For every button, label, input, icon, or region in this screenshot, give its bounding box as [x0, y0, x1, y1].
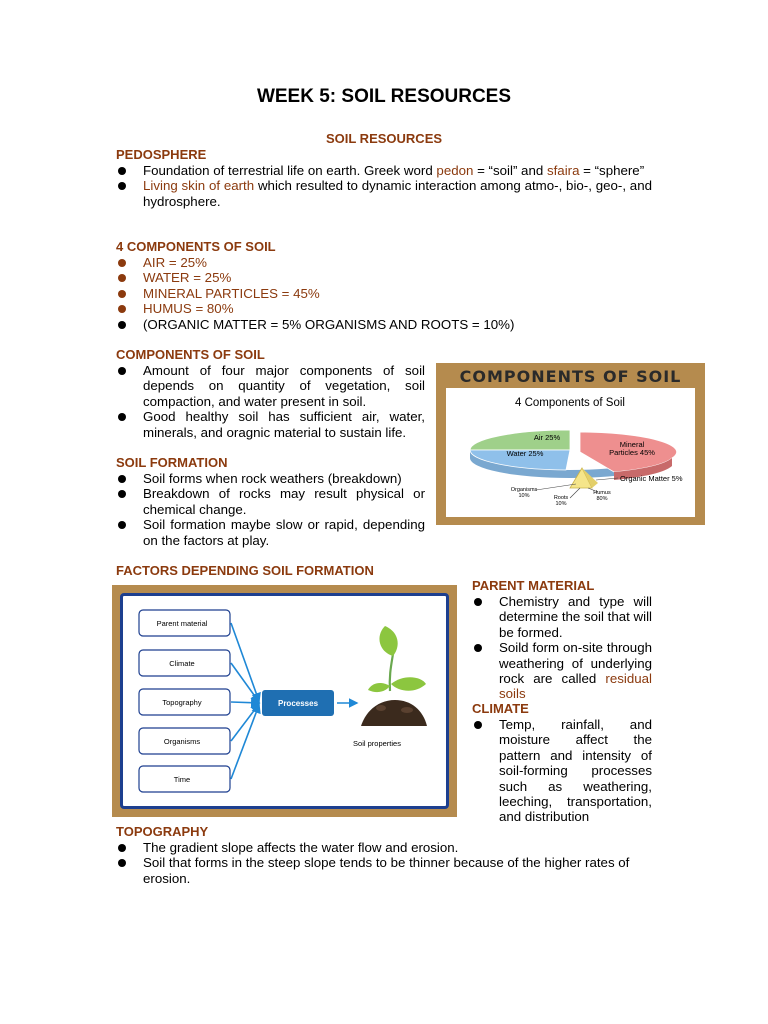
formation-list: [116, 471, 425, 548]
chart-title: 4 Components of Soil: [515, 397, 625, 409]
topography-heading: TOPOGRAPHY: [116, 824, 209, 839]
list-item: Soil forms when rock weathers (breakdown): [116, 471, 425, 486]
leader-organisms: [536, 484, 576, 490]
figure-banner: COMPONENTS OF SOIL: [459, 367, 682, 386]
factors-figure: [112, 585, 457, 817]
formation-heading: SOIL FORMATION: [116, 455, 228, 470]
arrow-topography: [231, 702, 259, 703]
soil-mound: [361, 700, 427, 726]
pedosphere-heading: PEDOSPHERE: [116, 147, 207, 162]
list-item: Chemistry and type will determine the soil that will be formed.: [472, 594, 652, 640]
list-item: Soild form on-site through weathering of underlying rock are called residual soils: [472, 640, 652, 702]
list-item: Living skin of earth which resulted to dynamic interaction among atmo-, bio-, geo-, and hydrosphere.: [116, 178, 652, 209]
factors-heading: FACTORS DEPENDING SOIL FORMATION: [116, 563, 374, 578]
list-item: Soil formation maybe slow or rapid, depending on the factors at play.: [116, 517, 425, 548]
factors-panel: [120, 593, 449, 809]
list-item: (ORGANIC MATTER = 5% ORGANISMS AND ROOTS = 10%): [116, 317, 652, 332]
pedosphere-list: [116, 163, 652, 209]
list-item: Temp, rainfall, and moisture affect the pattern and intensity of soil-forming processes such as weathering, leeching, transportation, and distribution: [472, 717, 652, 825]
list-item: Good healthy soil has sufficient air, water, minerals, and oragnic material to sustain life.: [116, 409, 425, 440]
factor-organisms: Organisms: [163, 737, 201, 746]
factor-time: Time: [173, 775, 191, 784]
process-label: Processes: [277, 699, 319, 708]
plant-leaf-top: [379, 626, 397, 656]
label-water: Water 25%: [506, 449, 544, 458]
list-item: The gradient slope affects the water flow and erosion.: [116, 840, 656, 855]
label-mineral-1: Mineral: [619, 440, 645, 449]
factor-parent: Parent material: [156, 619, 208, 628]
list-item: MINERAL PARTICLES = 45%: [116, 286, 652, 301]
list-item: HUMUS = 80%: [116, 301, 652, 316]
four-components-heading: 4 COMPONENTS OF SOIL: [116, 239, 276, 254]
section-subtitle: SOIL RESOURCES: [325, 131, 443, 146]
result-label: Soil properties: [353, 739, 401, 748]
factor-climate: Climate: [169, 659, 195, 668]
label-humus-2: 80%: [596, 496, 608, 502]
list-item: Soil that forms in the steep slope tends to be thinner because of the higher rates of erosion.: [116, 855, 656, 886]
four-components-list: [116, 255, 652, 332]
soil-clump: [401, 707, 413, 713]
label-organisms-2: 10%: [518, 493, 530, 499]
label-mineral-2: Particles 45%: [609, 448, 655, 457]
parent-heading: PARENT MATERIAL: [472, 578, 595, 593]
list-item: Amount of four major components of soil depends on quantity of vegetation, soil compaction, and water present in soil.: [116, 363, 425, 409]
components-list: [116, 363, 425, 440]
list-item: WATER = 25%: [116, 270, 652, 285]
page-title: WEEK 5: SOIL RESOURCES: [256, 86, 512, 107]
components-figure: [436, 363, 705, 525]
arrow-parent: [231, 623, 259, 701]
climate-list: [472, 717, 652, 825]
climate-heading: CLIMATE: [472, 701, 529, 716]
list-item: Foundation of terrestrial life on earth. Greek word pedon = “soil” and sfaira = “sphere”: [116, 163, 652, 178]
factors-diagram: [123, 596, 446, 806]
chart-panel: [446, 388, 695, 517]
plant-leaf-left: [368, 683, 390, 692]
components-heading: COMPONENTS OF SOIL: [116, 347, 265, 362]
leader-roots: [570, 488, 580, 498]
label-organic: Organic Matter 5%: [620, 474, 683, 483]
plant-stem: [390, 654, 393, 691]
list-item: AIR = 25%: [116, 255, 652, 270]
pie-chart: [446, 388, 695, 517]
arrow-climate: [231, 663, 259, 702]
label-organisms-1: Organisms: [510, 487, 538, 493]
label-air: Air 25%: [533, 433, 561, 442]
label-roots-2: 10%: [555, 501, 567, 507]
soil-clump: [376, 705, 386, 711]
factor-topography: Topography: [162, 698, 202, 707]
list-item: Breakdown of rocks may result physical or chemical change.: [116, 486, 425, 517]
label-roots-1: Roots: [553, 495, 569, 501]
parent-list: [472, 594, 652, 702]
plant-leaf-right: [391, 677, 426, 691]
label-humus-1: Humus: [593, 490, 611, 496]
arrow-time: [231, 705, 259, 779]
topography-list: [116, 840, 656, 886]
arrow-organisms: [231, 704, 259, 741]
